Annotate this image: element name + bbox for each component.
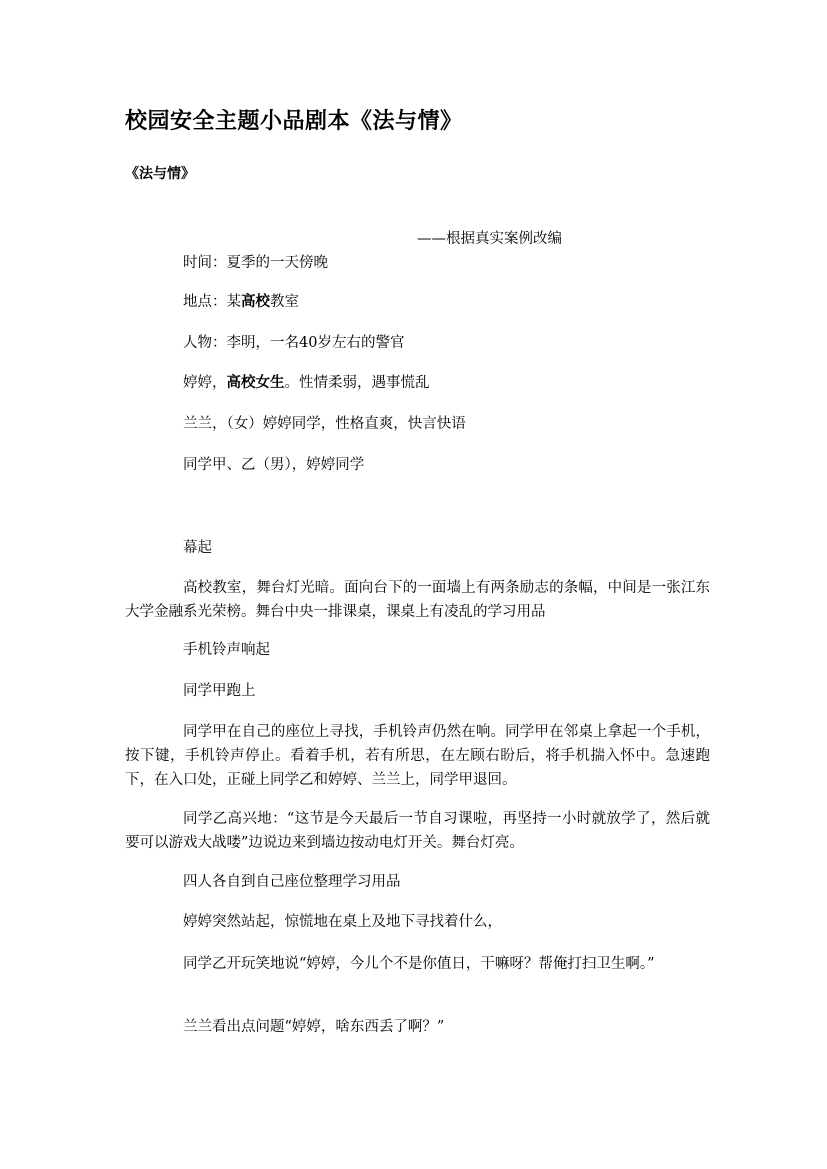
document-subtitle: 《法与情》: [125, 166, 195, 182]
tingting-search-line: 婷婷突然站起，惊慌地在桌上及地下寻找着什么，: [183, 914, 502, 930]
curtain-line: 幕起: [183, 540, 212, 556]
tingting-line: [183, 376, 430, 391]
stage-description: 高校教室，舞台灯光暗。面向台下的一面墙上有两条励志的条幅，中间是一张江东大学金融系光荣榜。舞台中央一排课桌，课桌上有凌乱的学习用品: [125, 580, 710, 620]
phone-ring-line: 手机铃声响起: [183, 642, 270, 658]
lanlan-question-line: 兰兰看出点问题“婷婷，啥东西丢了啊？”: [183, 1019, 445, 1035]
place-prefix: 地点：某: [183, 294, 241, 310]
place-line: [183, 295, 299, 310]
run-on-line: 同学甲跑上: [183, 683, 256, 699]
classmate-b-paragraph: 同学乙高兴地：“这节是今天最后一节自习课啦，再坚持一小时就放学了，然后就要可以游戏大战喽”边说边来到墙边按动电灯开关。舞台灯亮。: [125, 811, 710, 851]
place-suffix: 教室: [270, 294, 299, 310]
classmates-line: 同学甲、乙（男），婷婷同学: [183, 457, 365, 473]
time-line: 时间：夏季的一天傍晚: [183, 255, 328, 271]
classmate-a-paragraph: 同学甲在自己的座位上寻找，手机铃声仍然在响。同学甲在邻桌上拿起一个手机，按下键，手机铃声停止。看着手机，若有所思，在左顾右盼后，将手机揣入怀中。急速跑下，在入口处，正碰上同学乙和婷婷、兰兰上，同学甲退回。: [125, 724, 710, 788]
tingting-prefix: 婷婷，: [183, 375, 227, 391]
tingting-suffix: 。性情柔弱，遇事慌乱: [284, 375, 430, 391]
tingting-bold: 高校女生: [226, 375, 285, 391]
people-line: 人物：李明，一名40岁左右的警官: [183, 335, 405, 351]
classmate-b-joke-paragraph: 同学乙开玩笑地说“婷婷，今儿个不是你值日，干嘛呀？帮俺打扫卫生啊。”: [183, 956, 655, 972]
place-bold: 高校: [241, 294, 270, 310]
four-people-line: 四人各自到自己座位整理学习用品: [183, 874, 401, 890]
lanlan-line: 兰兰，（女）婷婷同学，性格直爽，快言快语: [183, 416, 466, 432]
source-note: ——根据真实案例改编: [417, 231, 562, 247]
document-title: 校园安全主题小品剧本《法与情》: [125, 109, 463, 134]
